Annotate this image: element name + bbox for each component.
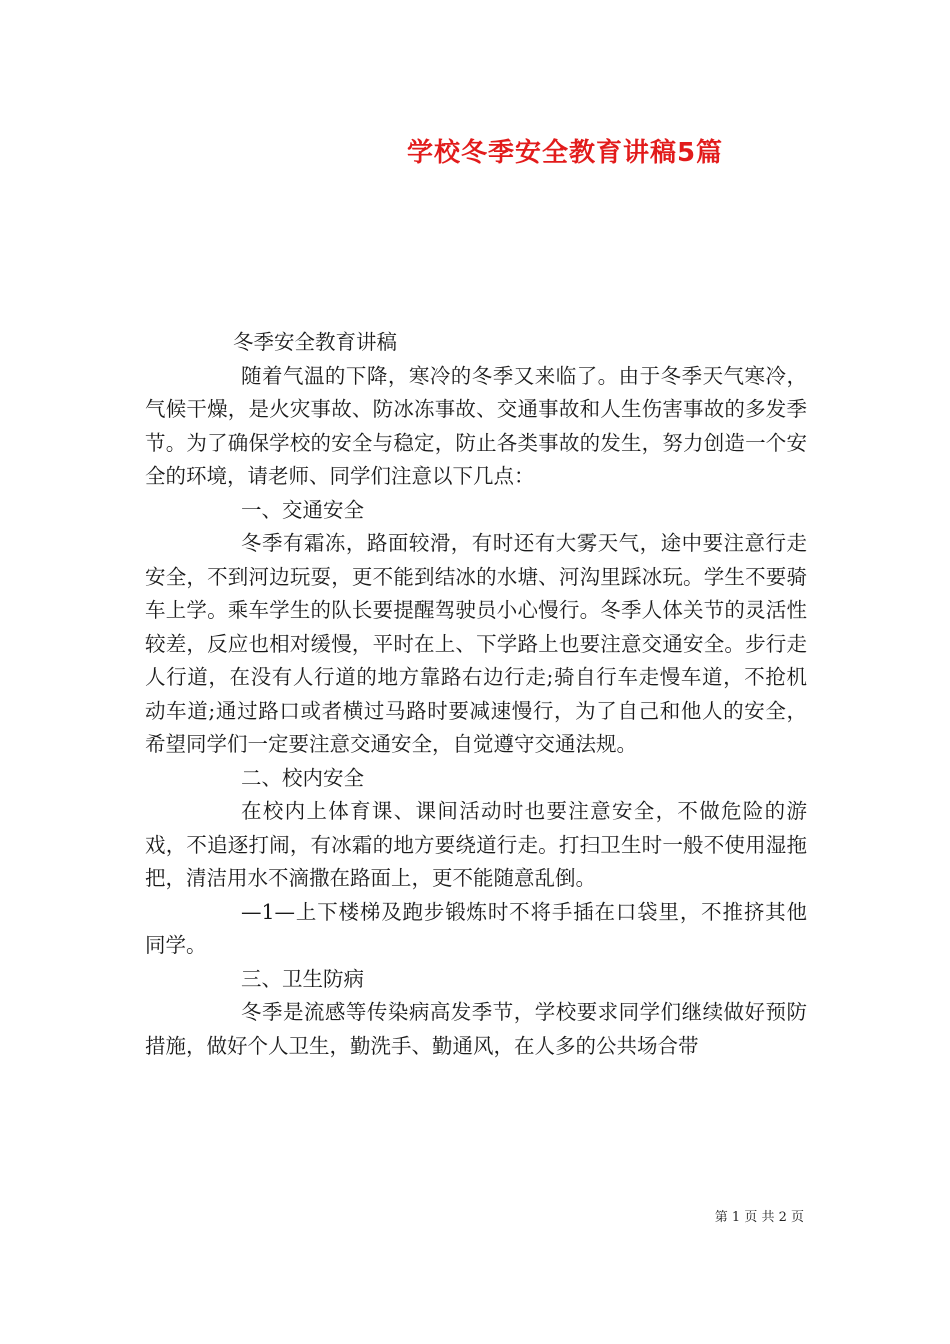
campus-paragraph-continued: —1—上下楼梯及跑步锻炼时不将手插在口袋里，不推挤其他同学。 [145,899,807,957]
section-heading-campus: 二、校内安全 [241,765,364,790]
health-paragraph: 冬季是流感等传染病高发季节，学校要求同学们继续做好预防措施，做好个人卫生，勤洗手、勤通风，在人多的公共场合带 [145,1000,807,1058]
document-body [145,326,807,1063]
traffic-paragraph: 冬季有霜冻，路面较滑，有时还有大雾天气，途中要注意行走安全，不到河边玩耍，更不能到结冰的水塘、河沟里踩冰玩。学生不要骑车上学。乘车学生的队长要提醒驾驶员小心慢行。冬季人体关节的灵活性较差，反应也相对缓慢，平时在上、下学路上也要注意交通安全。步行走人行道，在没有人行道的地方靠路右边行走;骑自行车走慢车道，不抢机动车道;通过路口或者横过马路时要减速慢行，为了自己和他人的安全，希望同学们一定要注意交通安全，自觉遵守交通法规。 [145,531,807,756]
section-heading-health: 三、卫生防病 [241,966,364,991]
intro-paragraph: 随着气温的下降，寒冷的冬季又来临了。由于冬季天气寒冷，气候干燥，是火灾事故、防冰冻事故、交通事故和人生伤害事故的多发季节。为了确保学校的安全与稳定，防止各类事故的发生，努力创造一个安全的环境，请老师、同学们注意以下几点： [145,363,807,488]
section-heading-traffic: 一、交通安全 [241,497,364,522]
document-title: 学校冬季安全教育讲稿5篇 [406,138,724,168]
document-subtitle: 冬季安全教育讲稿 [233,330,397,354]
page-indicator: 第 1 页 共 2 页 [714,1210,804,1225]
campus-paragraph: 在校内上体育课、课间活动时也要注意安全，不做危险的游戏，不追逐打闹，有冰霜的地方要绕道行走。打扫卫生时一般不使用湿拖把，清洁用水不滴撒在路面上，更不能随意乱倒。 [145,799,807,890]
